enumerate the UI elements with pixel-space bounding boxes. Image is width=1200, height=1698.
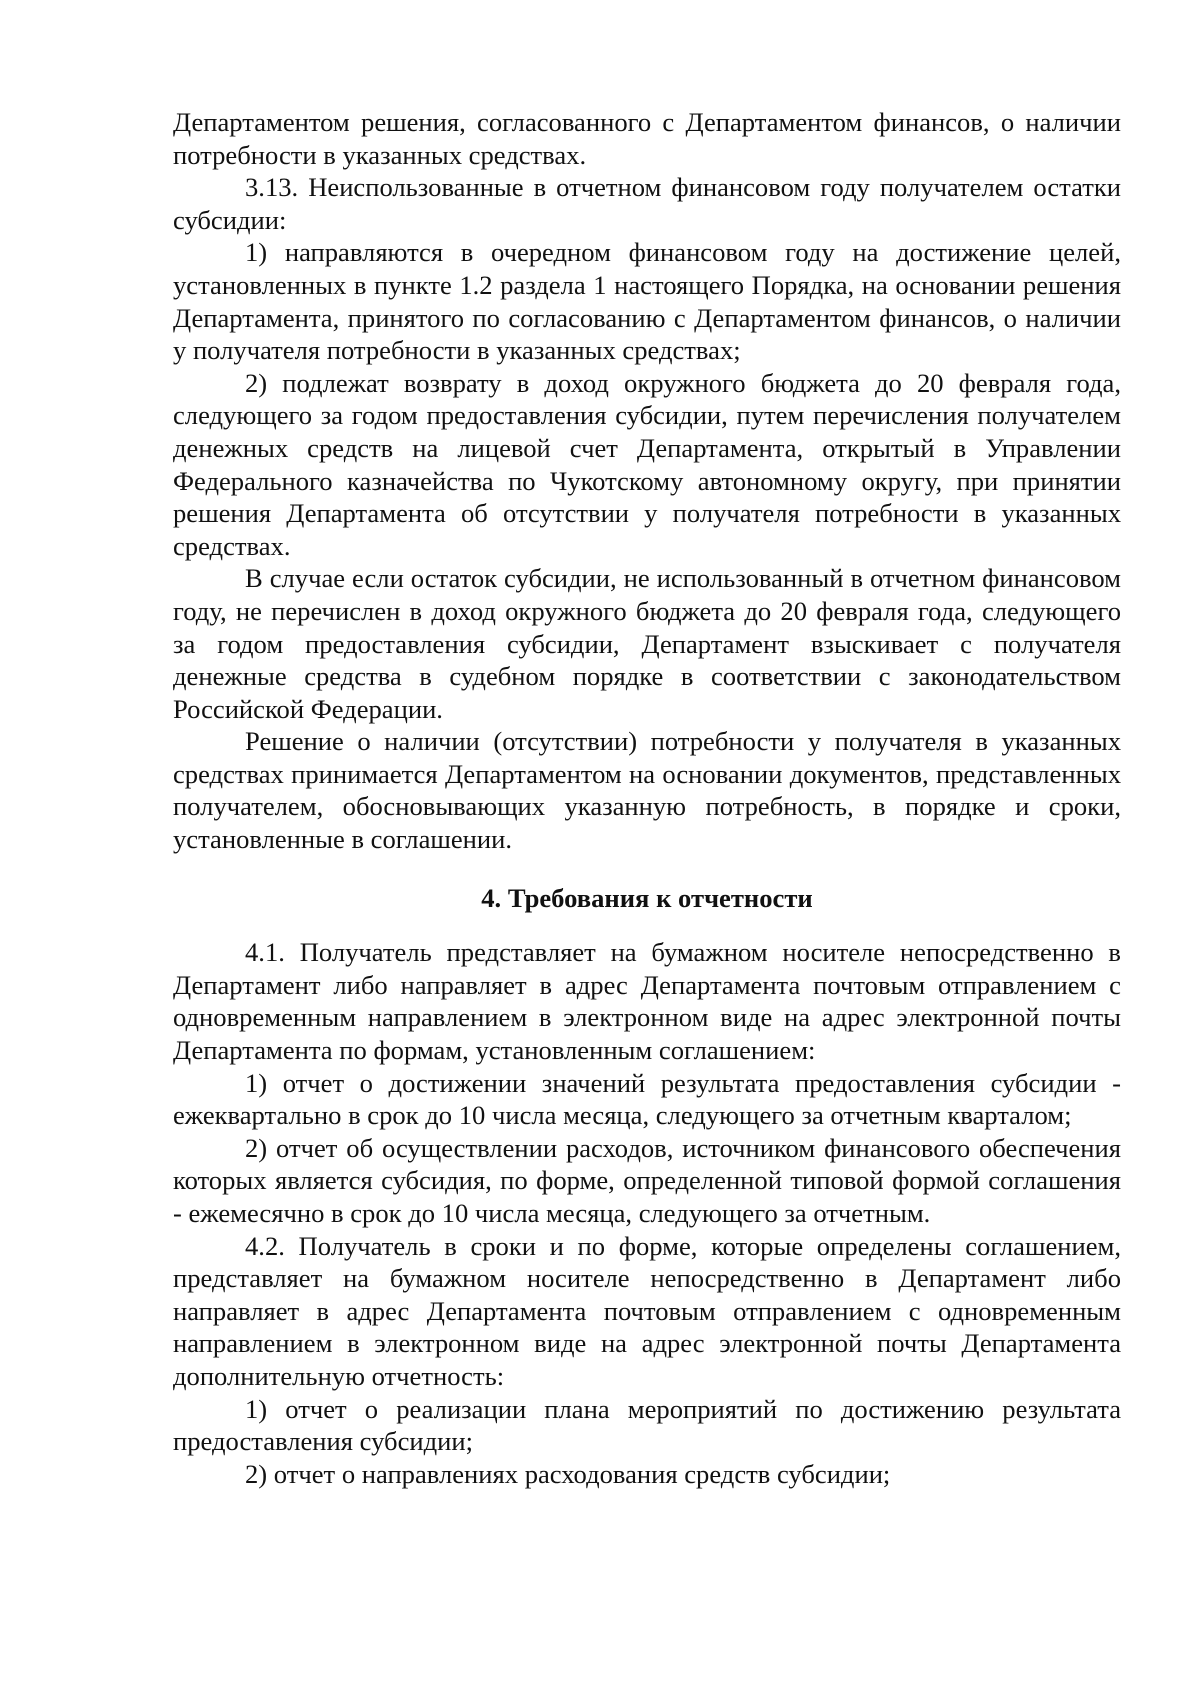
- document-page: [173, 106, 1121, 1490]
- paragraph-4-1-item-2: 2) отчет об осуществлении расходов, источником финансового обеспечения которых является субсидия, по форме, определенной типовой формой соглашения - ежемесячно в срок до 10 числа месяца, следующего за отчетным.: [173, 1132, 1121, 1228]
- paragraph-4-1-item-1: 1) отчет о достижении значений результата предоставления субсидии - ежеквартально в срок до 10 числа месяца, следующего за отчетным кварталом;: [173, 1067, 1121, 1131]
- paragraph-4-2: 4.2. Получатель в сроки и по форме, которые определены соглашением, представляет на бумажном носителе непосредственно в Департамент либо направляет в адрес Департамента почтовым отправлением с одновременным направлением в электронном виде на адрес электронной почты Департамента дополнительную отчетность:: [173, 1230, 1121, 1391]
- paragraph-3-13-item-1: 1) направляются в очередном финансовом году на достижение целей, установленных в пункте 1.2 раздела 1 настоящего Порядка, на основании решения Департамента, принятого по согласованию с Департаментом финансов, о наличии у получателя потребности в указанных средствах;: [173, 237, 1121, 366]
- paragraph-need-decision: Решение о наличии (отсутствии) потребности у получателя в указанных средствах принимается Департаментом на основании документов, представленных получателем, обосновывающих указанную потребность, в порядке и сроки, установленные в соглашении.: [173, 726, 1121, 855]
- paragraph-3-13: 3.13. Неиспользованные в отчетном финансовом году получателем остатки субсидии:: [173, 172, 1121, 235]
- paragraph-3-13-item-2: 2) подлежат возврату в доход окружного бюджета до 20 февраля года, следующего за годом предоставления субсидии, путем перечисления получателем денежных средств на лицевой счет Департамента, открытый в Управлении Федерального казначейства по Чукотскому автономному округу, при принятии решения Департамента об отсутствии у получателя потребности в указанных средствах.: [173, 367, 1121, 561]
- section-heading: 4. Требования к отчетности: [481, 882, 813, 913]
- paragraph-4-2-item-2: 2) отчет о направлениях расходования средств субсидии;: [245, 1458, 891, 1489]
- paragraph-continuation: Департаментом решения, согласованного с Департаментом финансов, о наличии потребности в указанных средствах.: [173, 107, 1121, 170]
- paragraph-4-1: 4.1. Получатель представляет на бумажном носителе непосредственно в Департамент либо направляет в адрес Департамента почтовым отправлением с одновременным направлением в электронном виде на адрес электронной почты Департамента по формам, установленным соглашением:: [173, 937, 1121, 1066]
- paragraph-remainder-recovery: В случае если остаток субсидии, не использованный в отчетном финансовом году, не перечислен в доход окружного бюджета до 20 февраля года, следующего за годом предоставления субсидии, Департамент взыскивает с получателя денежные средства в судебном порядке в соответствии с законодательством Российской Федерации.: [173, 563, 1121, 724]
- paragraph-4-2-item-1: 1) отчет о реализации плана мероприятий по достижению результата предоставления субсидии;: [173, 1393, 1121, 1457]
